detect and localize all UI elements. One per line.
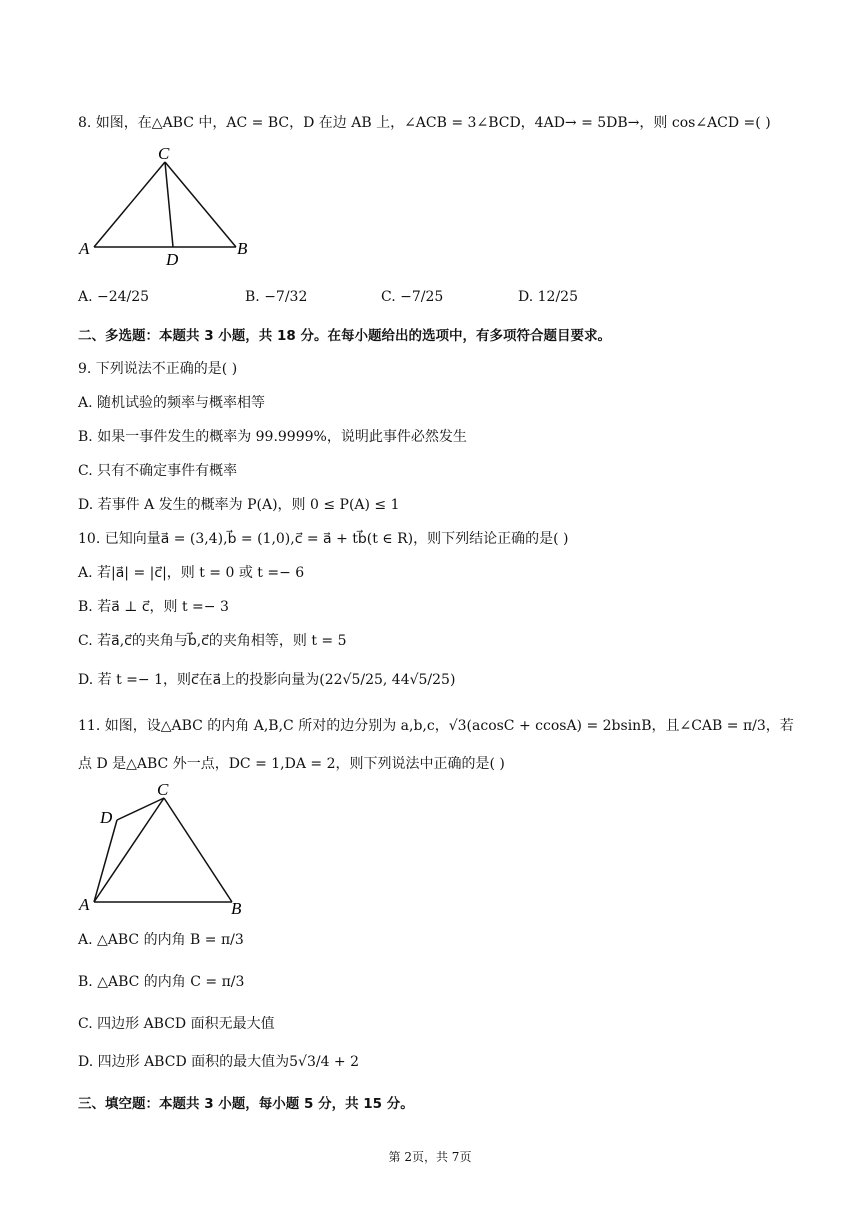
q10-option-c[interactable]: C. 若a⃗,c⃗的夹角与b⃗,c⃗的夹角相等，则 t = 5 <box>78 633 347 649</box>
q9-option-a[interactable]: A. 随机试验的频率与概率相等 <box>78 395 266 411</box>
vertex-b-label: B <box>237 239 248 258</box>
q9-stem: 9. 下列说法不正确的是( ) <box>78 361 238 377</box>
vertex-c-label: C <box>158 144 170 163</box>
q8-triangle-figure <box>74 142 254 272</box>
q8-option-d[interactable]: D. 12/25 <box>518 289 578 305</box>
vertex-d-label: D <box>100 808 113 827</box>
q11-option-b[interactable]: B. △ABC 的内角 C = π/3 <box>78 974 245 990</box>
q8-option-b[interactable]: B. −7/32 <box>245 289 308 305</box>
q11-option-a[interactable]: A. △ABC 的内角 B = π/3 <box>78 932 244 948</box>
q9-option-d[interactable]: D. 若事件 A 发生的概率为 P(A)，则 0 ≤ P(A) ≤ 1 <box>78 497 400 513</box>
q8-option-c[interactable]: C. −7/25 <box>381 289 444 305</box>
q11-option-c[interactable]: C. 四边形 ABCD 面积无最大值 <box>78 1016 275 1032</box>
q10-option-b[interactable]: B. 若a⃗ ⊥ c⃗，则 t =− 3 <box>78 599 229 615</box>
vertex-a-label: A <box>79 895 90 914</box>
section-3-heading: 三、填空题：本题共 3 小题，每小题 5 分，共 15 分。 <box>78 1096 414 1112</box>
q11-option-d[interactable]: D. 四边形 ABCD 面积的最大值为5√3/4 + 2 <box>78 1054 360 1070</box>
section-2-heading: 二、多选题：本题共 3 小题，共 18 分。在每小题给出的选项中，有多项符合题目要求。 <box>78 328 611 344</box>
vertex-c-label: C <box>157 780 169 799</box>
segment-cd <box>165 162 173 247</box>
q10-option-a[interactable]: A. 若|a⃗| = |c⃗|，则 t = 0 或 t =− 6 <box>78 565 305 581</box>
page-footer: 第 2页，共 7页 <box>388 1150 472 1164</box>
vertex-b-label: B <box>231 899 242 918</box>
q11-quadrilateral-figure <box>74 778 254 918</box>
side-ad <box>94 820 117 902</box>
q10-stem: 10. 已知向量a⃗ = (3,4),b⃗ = (1,0),c⃗ = a⃗ + tb⃗(t ∈ R)，则下列结论正确的是( ) <box>78 531 569 547</box>
q9-option-b[interactable]: B. 如果一事件发生的概率为 99.9999%，说明此事件必然发生 <box>78 429 467 445</box>
vertex-a-label: A <box>79 239 90 258</box>
q8-stem: 8. 如图，在△ABC 中，AC = BC，D 在边 AB 上，∠ACB = 3∠BCD，4AD→ = 5DB→，则 cos∠ACD =( ) <box>78 115 771 131</box>
side-ac <box>94 162 165 247</box>
q10-option-d[interactable]: D. 若 t =− 1，则c⃗在a⃗上的投影向量为(22√5/25, 44√5/25) <box>78 672 456 688</box>
q9-option-c[interactable]: C. 只有不确定事件有概率 <box>78 463 238 479</box>
side-bc <box>164 798 232 902</box>
q11-stem-line-1: 11. 如图，设△ABC 的内角 A,B,C 所对的边分别为 a,b,c，√3(acosC + ccosA) = 2bsinB，且∠CAB = π/3，若 <box>78 718 794 734</box>
q8-option-a[interactable]: A. −24/25 <box>78 289 150 305</box>
q11-stem-line-2: 点 D 是△ABC 外一点，DC = 1,DA = 2，则下列说法中正确的是( ) <box>78 756 505 772</box>
side-bc <box>165 162 236 247</box>
point-d-label: D <box>166 250 179 269</box>
